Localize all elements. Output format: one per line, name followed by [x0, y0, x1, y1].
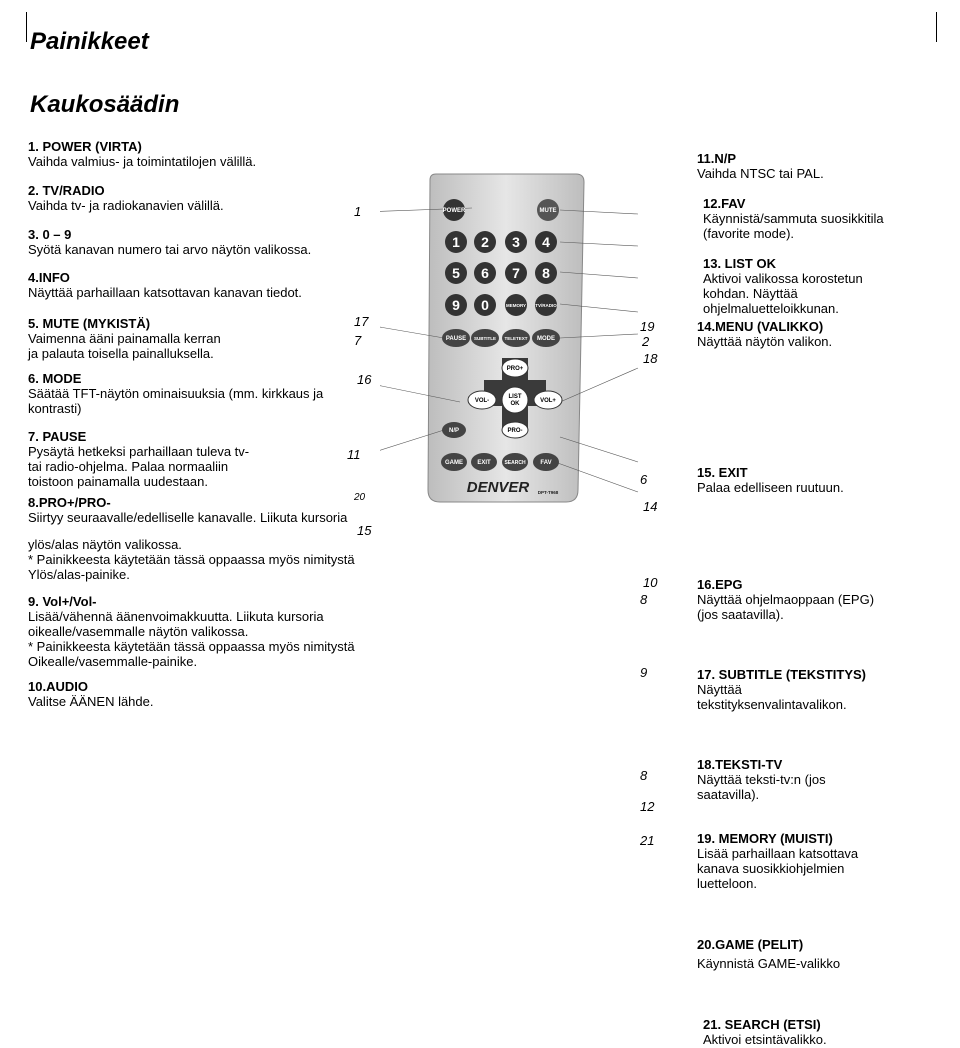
item-audio: [28, 679, 154, 709]
digit-9-label: 9: [452, 297, 460, 313]
item-subtitle: [697, 667, 866, 712]
item-tvradio: [28, 183, 224, 213]
item-vol: [28, 594, 355, 669]
item-head: 9. Vol+/Vol-: [28, 594, 97, 609]
vol-minus-label: VOL-: [474, 398, 490, 404]
callout-1: 1: [354, 204, 362, 219]
item-body: Siirtyy seuraavalle/edelliselle kanavalle. Liikuta kursoria: [28, 510, 348, 525]
item-head: 2. TV/RADIO: [28, 183, 105, 198]
page-title: Painikkeet: [30, 28, 149, 55]
item-body: Käynnistä GAME-valikko: [697, 956, 841, 971]
callout-16: 16: [357, 372, 372, 387]
item-body: Lisää parhaillaan katsottava: [697, 846, 859, 861]
item-head: 10.AUDIO: [28, 679, 88, 694]
item-mute: [28, 316, 221, 361]
item-head: 14.MENU (VALIKKO): [697, 319, 824, 334]
callout-12: 12: [640, 799, 655, 814]
digit-4-label: 4: [542, 234, 550, 250]
item-body: kontrasti): [28, 401, 82, 416]
digit-5-label: 5: [452, 265, 460, 281]
page-edge-mark-left: [26, 12, 27, 42]
item-body: * Painikkeesta käytetään tässä oppaassa myös nimitystä: [28, 639, 355, 654]
item-numbers: [28, 227, 311, 257]
item-body: oikealle/vasemmalle näytön valikossa.: [28, 624, 249, 639]
item-body: Valitse ÄÄNEN lähde.: [28, 694, 154, 709]
item-head: 1. POWER (VIRTA): [28, 139, 142, 154]
item-head: 3. 0 – 9: [28, 227, 72, 242]
item-pro: [28, 495, 347, 525]
callout-7: 7: [354, 333, 362, 348]
item-head: 11.N/P: [697, 151, 737, 166]
item-pro-continued: [28, 537, 355, 582]
item-body: Syötä kanavan numero tai arvo näytön valikossa.: [28, 242, 312, 257]
callout-15: 15: [357, 523, 372, 538]
model-label: DPT-T968: [537, 490, 559, 495]
item-body: tekstityksenvalintavalikon.: [697, 697, 847, 712]
item-body: kanava suosikkiohjelmien: [697, 861, 845, 876]
item-body: Pysäytä hetkeksi parhaillaan tuleva tv-: [28, 444, 250, 459]
item-body: Vaihda valmius- ja toimintatilojen välillä.: [28, 154, 257, 169]
item-body: Säätää TFT-näytön ominaisuuksia (mm. kirkkaus ja: [28, 386, 324, 401]
item-head: 17. SUBTITLE (TEKSTITYS): [697, 667, 867, 682]
callout-8b: 8: [640, 768, 648, 783]
item-head: 18.TEKSTI-TV: [697, 757, 783, 772]
item-search: [703, 1017, 827, 1047]
item-body: Vaihda NTSC tai PAL.: [697, 166, 824, 181]
pro-plus-label: PRO+: [506, 366, 524, 372]
item-body: Näyttää näytön valikon.: [697, 334, 833, 349]
item-body: Aktivoi valikossa korostetun: [703, 271, 863, 286]
item-body: Käynnistä/sammuta suosikkitila: [703, 211, 884, 226]
item-exit: [697, 465, 844, 495]
item-body: Vaihda tv- ja radiokanavien välillä.: [28, 198, 224, 213]
section-title: Kaukosäädin: [30, 91, 180, 118]
item-body: Näyttää teksti-tv:n (jos: [697, 772, 826, 787]
item-memory: [697, 831, 858, 891]
item-epg: [697, 577, 874, 622]
item-head: 13. LIST OK: [703, 256, 776, 271]
digit-6-label: 6: [481, 265, 489, 281]
brand-logo: DENVER: [466, 479, 530, 496]
item-head: 8.PRO+/PRO-: [28, 495, 111, 510]
np-button-label: N/P: [448, 428, 460, 434]
item-body: toistoon painamalla uudestaan.: [28, 474, 208, 489]
callout-19: 19: [640, 319, 655, 334]
pro-minus-label: PRO-: [507, 428, 523, 434]
callout-11: 11: [347, 447, 361, 462]
item-body: Näyttää: [697, 682, 742, 697]
item-head: 4.INFO: [28, 270, 70, 285]
item-body: Aktivoi etsintävalikko.: [703, 1032, 827, 1047]
search-button-label: SEARCH: [504, 460, 526, 466]
item-body: Näyttää ohjelmaoppaan (EPG): [697, 592, 875, 607]
item-body: tai radio-ohjelma. Palaa normaaliin: [28, 459, 229, 474]
list-ok-button: [502, 387, 528, 413]
item-body: ja palauta toisella painalluksella.: [28, 346, 214, 361]
item-head: 19. MEMORY (MUISTI): [697, 831, 833, 846]
item-body: saatavilla).: [697, 787, 760, 802]
remote-control-illustration: [380, 172, 680, 512]
teletext-button-label: TELETEXT: [504, 336, 528, 341]
digit-0-label: 0: [481, 297, 489, 313]
item-fav: [703, 196, 884, 241]
fav-button-label: FAV: [540, 460, 552, 466]
callout-10: 10: [643, 575, 658, 590]
item-body: Vaimenna ääni painamalla kerran: [28, 331, 221, 346]
item-body: Lisää/vähennä äänenvoimakkuutta. Liikuta kursoria: [28, 609, 324, 624]
callout-20: 20: [354, 492, 366, 503]
digit-1-label: 1: [452, 234, 460, 250]
item-teletext: [697, 757, 826, 802]
list-label: LIST: [508, 394, 522, 400]
callout-2: 2: [642, 334, 650, 349]
callout-8: 8: [640, 592, 648, 607]
item-body: kohdan. Näyttää: [703, 286, 798, 301]
item-body: (favorite mode).: [703, 226, 795, 241]
vol-plus-label: VOL+: [540, 398, 556, 404]
item-body: * Painikkeesta käytetään tässä oppaassa myös nimitystä: [28, 552, 355, 567]
item-body: Ylös/alas-painike.: [28, 567, 130, 582]
power-button-label: POWER: [442, 208, 466, 214]
callout-6: 6: [640, 472, 648, 487]
digit-3-label: 3: [512, 234, 520, 250]
tvradio-button-label: TV/RADIO: [535, 303, 557, 308]
subtitle-button-label: SUBTITLE: [474, 336, 496, 341]
item-head: 5. MUTE (MYKISTÄ): [28, 316, 151, 331]
item-body: ylös/alas näytön valikossa.: [28, 537, 182, 552]
callout-21: 21: [640, 833, 655, 848]
callout-17: 17: [354, 314, 369, 329]
digit-8-label: 8: [542, 265, 550, 281]
page-edge-mark-right: [936, 12, 937, 42]
callout-18: 18: [643, 351, 658, 366]
item-listok: [703, 256, 863, 316]
callout-14: 14: [643, 499, 658, 514]
item-np: [697, 151, 824, 181]
digit-7-label: 7: [512, 265, 520, 281]
mode-button-label: MODE: [537, 336, 555, 342]
item-pause: [28, 429, 249, 489]
memory-button-label: MEMORY: [505, 303, 527, 308]
pause-button-label: PAUSE: [445, 336, 467, 342]
item-head: 20.GAME (PELIT): [697, 937, 804, 952]
item-body: Oikealle/vasemmalle-painike.: [28, 654, 198, 669]
item-head: 21. SEARCH (ETSI): [703, 1017, 821, 1032]
item-body: ohjelmaluetteloikkunan.: [703, 301, 839, 316]
item-body: Näyttää parhaillaan katsottavan kanavan tiedot.: [28, 285, 302, 300]
item-body: (jos saatavilla).: [697, 607, 784, 622]
item-info: [28, 270, 302, 300]
item-menu: [697, 319, 832, 349]
exit-button-label: EXIT: [477, 460, 491, 466]
item-head: 6. MODE: [28, 371, 82, 386]
item-head: 16.EPG: [697, 577, 743, 592]
item-mode: [28, 371, 323, 416]
item-game: [697, 937, 840, 971]
callout-9: 9: [640, 665, 648, 680]
mute-button-label: MUTE: [539, 208, 557, 214]
digit-2-label: 2: [481, 234, 489, 250]
item-head: 7. PAUSE: [28, 429, 87, 444]
item-head: 15. EXIT: [697, 465, 748, 480]
item-head: 12.FAV: [703, 196, 746, 211]
ok-label: OK: [510, 401, 520, 407]
item-power: [28, 139, 256, 169]
item-body: Palaa edelliseen ruutuun.: [697, 480, 844, 495]
item-body: luetteloon.: [697, 876, 757, 891]
game-button-label: GAME: [445, 460, 463, 466]
